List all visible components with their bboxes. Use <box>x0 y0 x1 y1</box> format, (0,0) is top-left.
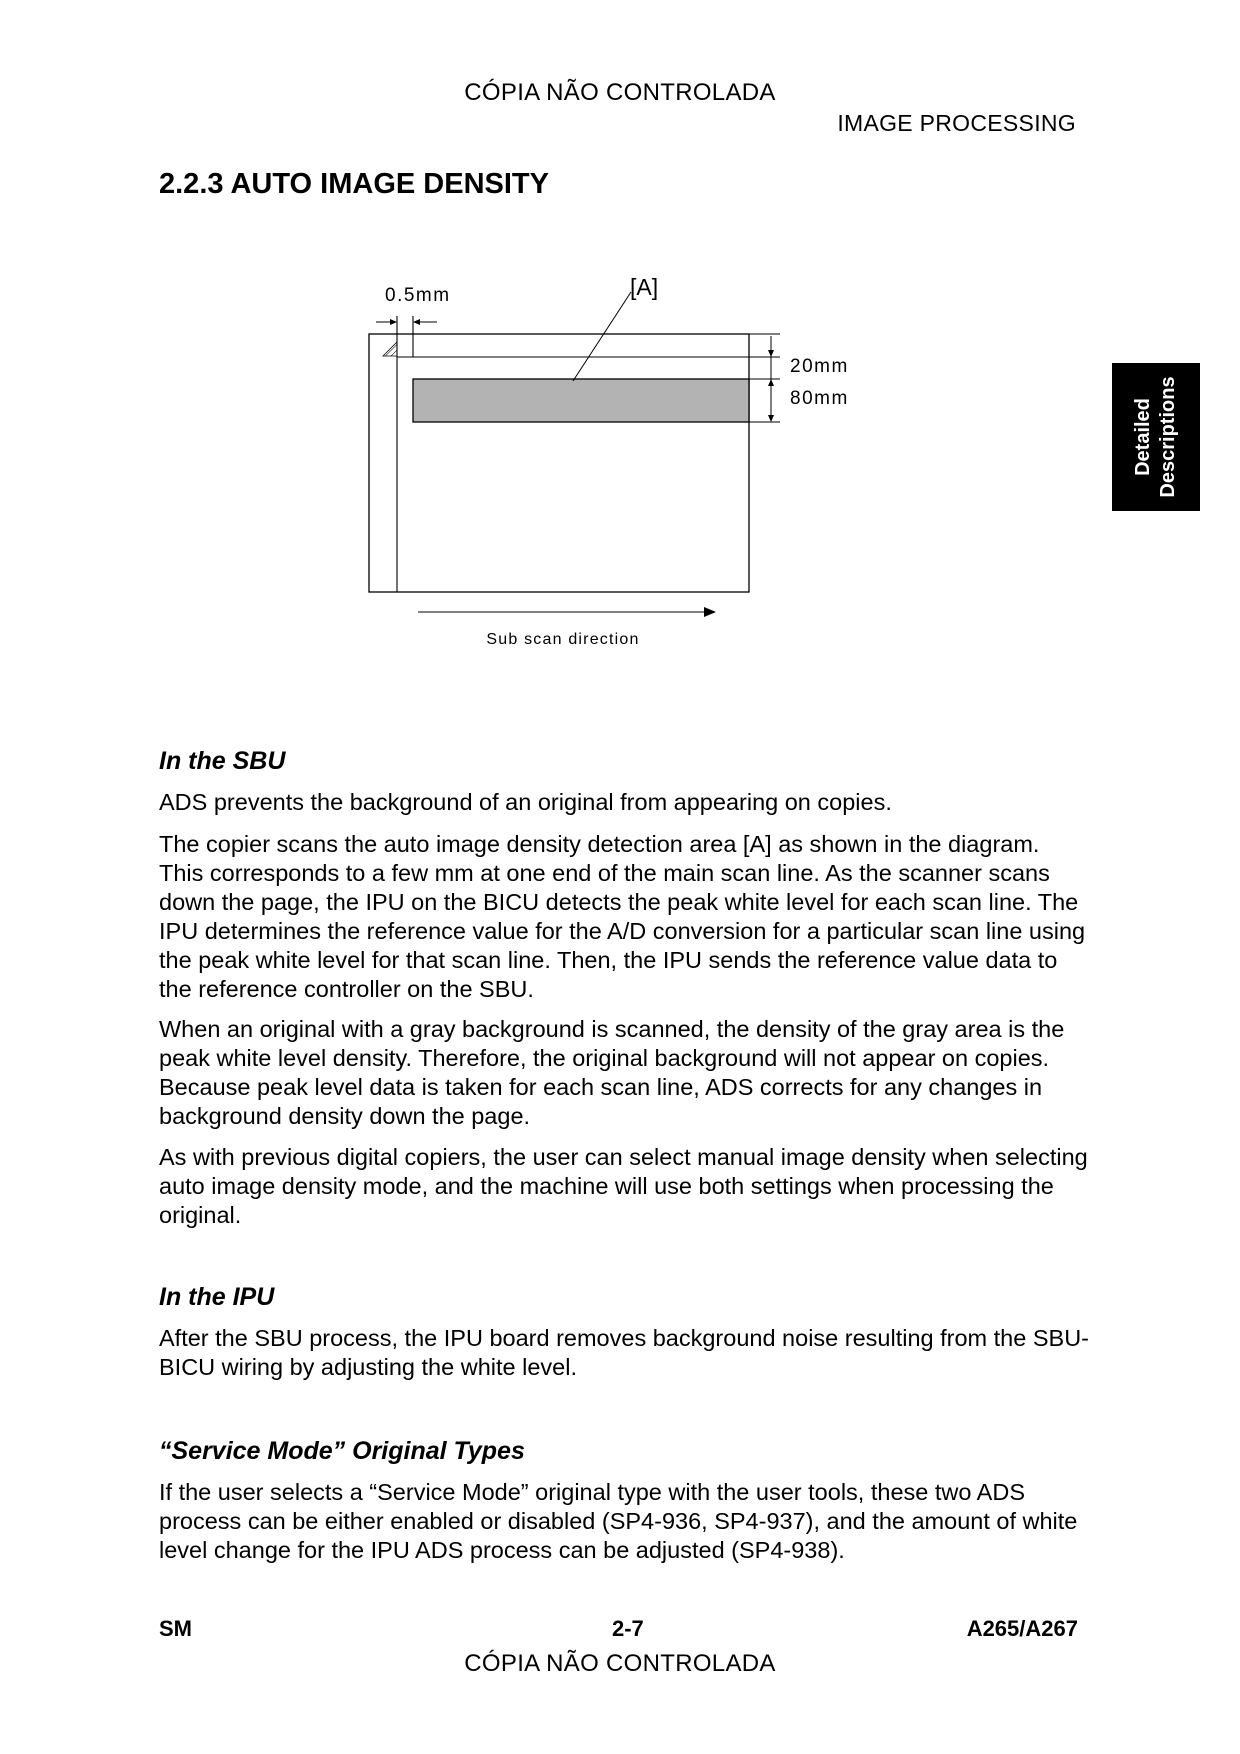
sbu-paragraph-2: The copier scans the auto image density detection area [A] as shown in the diagram. This corresponds to a few mm at one end of the main scan line. As the scanner scans down the page, the IPU on the BICU detects the peak white level for each scan line. The IPU determines the reference value for the A/D conversion for a particular scan line using the peak white level for that scan line. Then, the IPU sends the reference value data to the reference controller on the SBU. <box>159 831 1086 1002</box>
side-tab-line1: Detailed <box>1132 398 1154 476</box>
ads-area-diagram <box>0 260 1240 660</box>
running-header: IMAGE PROCESSING <box>837 110 1076 136</box>
footer-model: A265/A267 <box>966 1616 1078 1641</box>
ipu-paragraph-1: After the SBU process, the IPU board removes background noise resulting from the SBU-BICU wiring by adjusting the white level. <box>159 1325 1089 1380</box>
area-a-label: [A] <box>630 274 659 300</box>
top-margin-label: 20mm <box>790 356 849 377</box>
footer-left: SM <box>159 1616 192 1641</box>
sbu-paragraph-3: When an original with a gray background is scanned, the density of the gray area is the peak white level density. Therefore, the original background will not appear on copies. Because peak level data is taken for each scan line, ADS corrects for any changes in background density down the page. <box>159 1016 1065 1129</box>
detection-area-a <box>413 379 749 422</box>
sub-scan-caption: Sub scan direction <box>486 631 640 648</box>
sbu-paragraph-1: ADS prevents the background of an original from appearing on copies. <box>159 789 892 815</box>
sbu-paragraph-4: As with previous digital copiers, the user can select manual image density when selecting auto image density mode, and the machine will use both settings when processing the original. <box>159 1144 1088 1228</box>
corner-hatch <box>383 342 397 356</box>
area-a-leader <box>573 292 631 381</box>
service-mode-paragraph-1: If the user selects a “Service Mode” original type with the user tools, these two ADS process can be either enabled or disabled (SP4-936, SP4-937), and the amount of white level change for the IPU ADS process can be adjusted (SP4-938). <box>159 1479 1078 1563</box>
watermark-top: CÓPIA NÃO CONTROLADA <box>464 79 776 106</box>
heading-in-the-ipu: In the IPU <box>159 1283 275 1311</box>
watermark-bottom: CÓPIA NÃO CONTROLADA <box>464 1650 776 1677</box>
side-tab-line2: Descriptions <box>1157 376 1179 498</box>
offset-label: 0.5mm <box>385 285 451 306</box>
area-height-label: 80mm <box>790 388 849 409</box>
section-title: 2.2.3 AUTO IMAGE DENSITY <box>159 168 549 200</box>
heading-in-the-sbu: In the SBU <box>159 747 286 775</box>
footer-page-number: 2-7 <box>612 1616 644 1641</box>
original-frame <box>369 334 749 592</box>
heading-service-mode-original-types: “Service Mode” Original Types <box>159 1437 525 1465</box>
